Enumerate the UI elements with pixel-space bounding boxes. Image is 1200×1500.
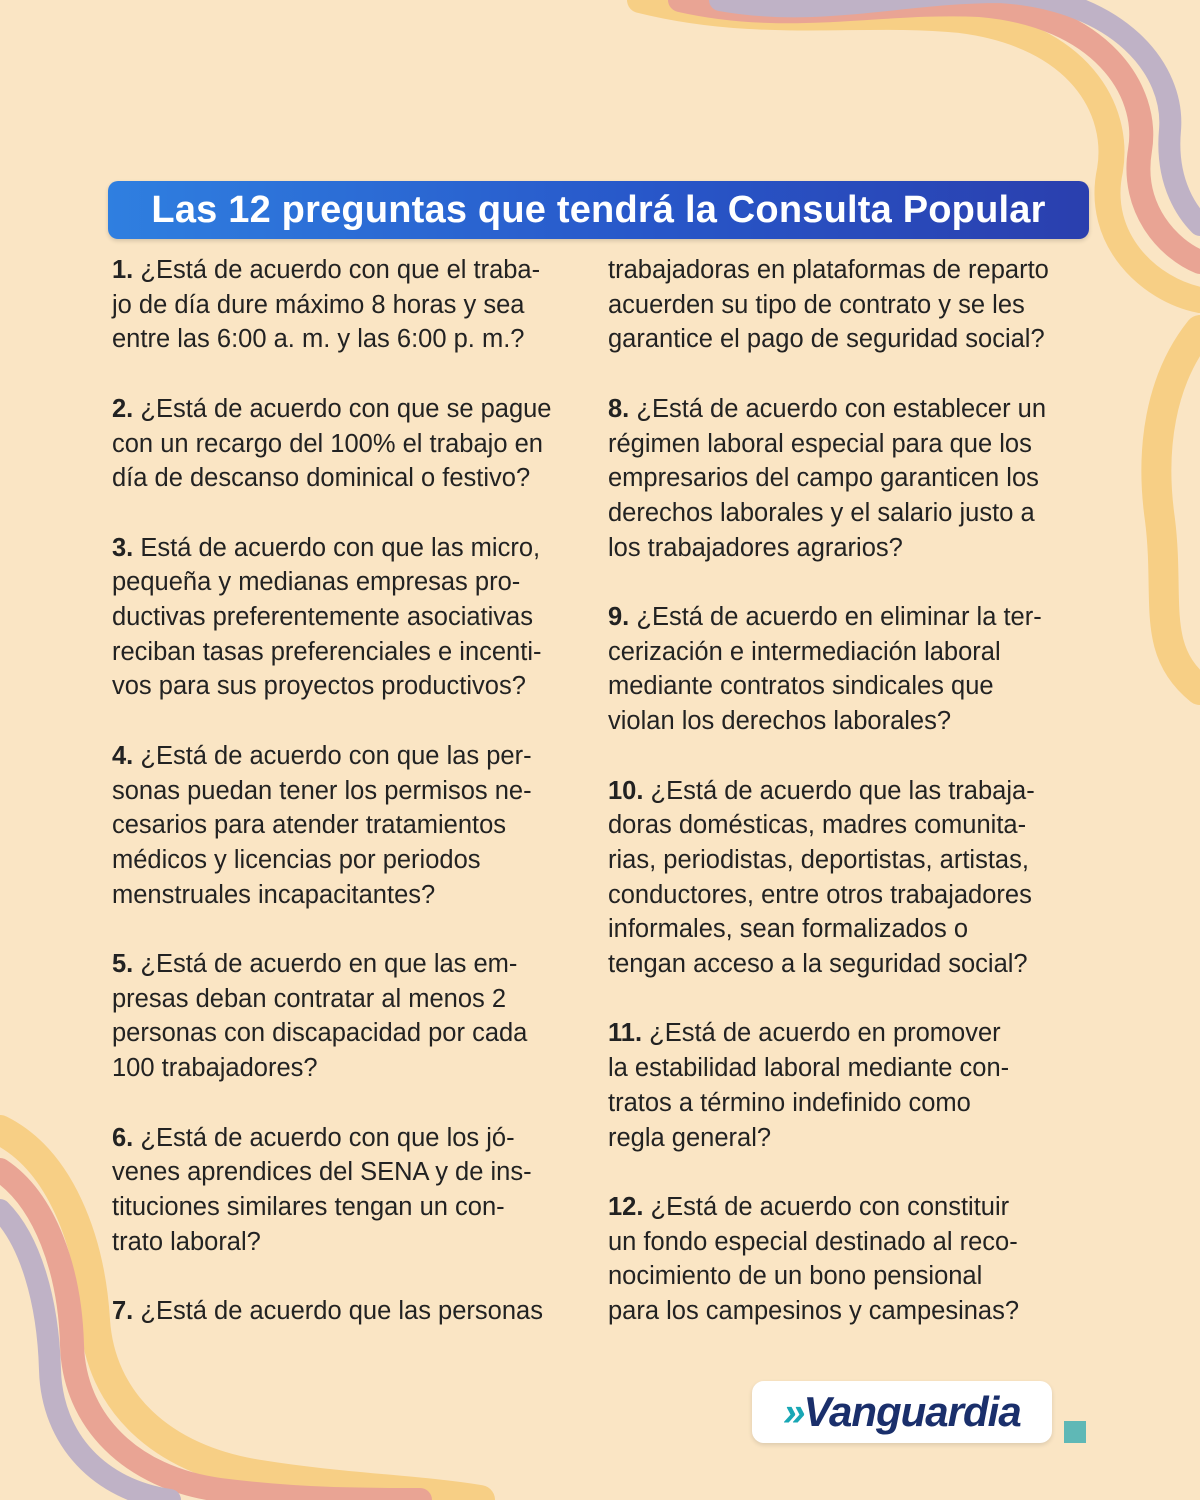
question-text: para los campesinos y campesinas? <box>608 1297 1020 1326</box>
question-text: cerización e intermediación laboral <box>608 637 1001 666</box>
logo-text: Vanguardia <box>803 1388 1021 1435</box>
question-item <box>112 392 590 496</box>
question-text: ¿Está de acuerdo con que las per- <box>133 741 532 770</box>
question-number: 11. <box>608 1019 643 1048</box>
question-item <box>112 739 590 913</box>
question-text: ductivas preferentemente asociativas <box>112 603 533 631</box>
logo-accent-square <box>1064 1421 1086 1443</box>
question-item <box>112 1294 590 1329</box>
question-line <box>608 635 1086 670</box>
question-text: garantice el pago de seguridad social? <box>608 325 1045 354</box>
question-line <box>608 669 1086 704</box>
question-line <box>112 531 590 566</box>
question-text: personas con discapacidad por cada <box>112 1019 528 1048</box>
question-line <box>608 912 1086 947</box>
question-text: ¿Está de acuerdo en promover <box>642 1019 1001 1048</box>
question-line <box>112 461 590 496</box>
question-line <box>608 496 1086 531</box>
question-text: mediante contratos sindicales que <box>608 672 994 701</box>
question-text: ¿Está de acuerdo que las personas <box>133 1297 543 1325</box>
question-line <box>608 600 1086 635</box>
question-text: trabajadoras en plataformas de reparto <box>608 256 1049 284</box>
question-text: ¿Está de acuerdo con constituir <box>643 1192 1010 1221</box>
question-number: 12. <box>608 1192 644 1221</box>
question-text: ¿Está de acuerdo que las trabaja- <box>643 776 1035 805</box>
question-text: regla general? <box>608 1123 772 1152</box>
question-item <box>608 1190 1086 1329</box>
question-text: con un recargo del 100% el trabajo en <box>112 429 543 458</box>
question-text: conductores, entre otros trabajadores <box>608 880 1032 909</box>
question-line <box>608 288 1086 323</box>
question-line <box>112 669 590 704</box>
question-line <box>112 1051 590 1086</box>
question-item <box>112 531 590 705</box>
question-line <box>112 843 590 878</box>
question-item <box>112 947 590 1086</box>
question-number: 3. <box>112 533 134 562</box>
question-line <box>608 843 1086 878</box>
question-line <box>608 1294 1086 1329</box>
question-line <box>608 322 1086 357</box>
question-text: médicos y licencias por periodos <box>112 845 481 874</box>
question-text: nocimiento de un bono pensional <box>608 1262 983 1291</box>
question-text: venes aprendices del SENA y de ins- <box>112 1158 532 1187</box>
question-line <box>608 392 1086 427</box>
question-text: acuerden su tipo de contrato y se les <box>608 290 1025 319</box>
question-text: presas deban contratar al menos 2 <box>112 984 507 1013</box>
question-line <box>608 1259 1086 1294</box>
question-text: reciban tasas preferenciales e incenti- <box>112 637 542 666</box>
question-number: 7. <box>112 1297 134 1325</box>
title-banner <box>108 181 1089 239</box>
question-text: ¿Está de acuerdo con que el traba- <box>133 256 541 284</box>
question-line <box>608 1190 1086 1225</box>
question-line <box>608 1051 1086 1086</box>
question-text: vos para sus proyectos productivos? <box>112 672 526 701</box>
question-text: doras domésticas, madres comunita- <box>608 811 1027 840</box>
question-text: rias, periodistas, deportistas, artistas, <box>608 845 1029 874</box>
question-line <box>112 565 590 600</box>
question-line <box>112 1190 590 1225</box>
question-text: tratos a término indefinido como <box>608 1088 971 1117</box>
question-text: violan los derechos laborales? <box>608 707 952 736</box>
question-line <box>112 1016 590 1051</box>
question-text: ¿Está de acuerdo con que se pague <box>133 394 552 423</box>
question-line <box>112 982 590 1017</box>
question-text: pequeña y medianas empresas pro- <box>112 568 521 597</box>
question-line <box>112 1121 590 1156</box>
question-line <box>608 1086 1086 1121</box>
question-text: trato laboral? <box>112 1227 261 1256</box>
question-line <box>112 288 590 323</box>
question-text: Está de acuerdo con que las micro, <box>133 533 541 562</box>
question-text: menstruales incapacitantes? <box>112 880 436 909</box>
question-line <box>112 947 590 982</box>
question-text: ¿Está de acuerdo en que las em- <box>133 950 518 978</box>
question-item <box>608 253 1086 357</box>
question-line <box>608 1016 1086 1051</box>
question-text: 100 trabajadores? <box>112 1054 318 1083</box>
question-item <box>112 253 590 357</box>
question-number: 8. <box>608 394 630 423</box>
question-text: los trabajadores agrarios? <box>608 533 903 562</box>
questions-right-column <box>608 253 1086 1363</box>
question-text: tituciones similares tengan un con- <box>112 1192 505 1221</box>
question-text: informales, sean formalizados o <box>608 915 969 944</box>
question-number: 4. <box>112 741 134 770</box>
vanguardia-logo <box>752 1381 1052 1443</box>
question-number: 6. <box>112 1123 134 1152</box>
question-text: derechos laborales y el salario justo a <box>608 498 1035 527</box>
question-line <box>112 600 590 635</box>
question-number: 10. <box>608 776 644 805</box>
question-text: la estabilidad laboral mediante con- <box>608 1054 1010 1083</box>
question-item <box>608 392 1086 566</box>
question-number: 2. <box>112 394 134 423</box>
question-line <box>112 392 590 427</box>
question-line <box>608 427 1086 462</box>
question-line <box>608 531 1086 566</box>
question-item <box>608 1016 1086 1155</box>
question-number: 9. <box>608 603 630 631</box>
question-line <box>112 774 590 809</box>
question-item <box>608 600 1086 739</box>
question-line <box>608 774 1086 809</box>
question-line <box>608 461 1086 496</box>
question-line <box>112 739 590 774</box>
page-title: Las 12 preguntas que tendrá la Consulta Popular <box>151 188 1046 231</box>
questions-left-column <box>112 253 590 1363</box>
question-text: ¿Está de acuerdo con que los jó- <box>133 1123 515 1152</box>
question-line <box>112 1155 590 1190</box>
question-line <box>112 427 590 462</box>
question-line <box>112 1225 590 1260</box>
question-text: sonas puedan tener los permisos ne- <box>112 776 532 805</box>
question-item <box>112 1121 590 1260</box>
question-line <box>608 704 1086 739</box>
question-text: un fondo especial destinado al reco- <box>608 1227 1018 1256</box>
question-number: 5. <box>112 950 134 978</box>
question-text: entre las 6:00 a. m. y las 6:00 p. m.? <box>112 325 525 354</box>
question-text: tengan acceso a la seguridad social? <box>608 950 1028 979</box>
question-text: régimen laboral especial para que los <box>608 429 1032 458</box>
question-text: día de descanso dominical o festivo? <box>112 464 531 493</box>
logo-chevron-icon: » <box>783 1389 800 1434</box>
question-line <box>112 253 590 288</box>
question-line <box>608 1121 1086 1156</box>
question-text: ¿Está de acuerdo con establecer un <box>629 394 1047 423</box>
question-item <box>608 774 1086 982</box>
question-line <box>112 808 590 843</box>
question-line <box>608 878 1086 913</box>
question-line <box>608 947 1086 982</box>
question-number: 1. <box>112 256 134 284</box>
question-text: jo de día dure máximo 8 horas y sea <box>112 290 525 319</box>
question-line <box>112 878 590 913</box>
question-line <box>112 1294 590 1329</box>
question-line <box>608 1225 1086 1260</box>
question-line <box>112 635 590 670</box>
question-text: cesarios para atender tratamientos <box>112 811 507 840</box>
question-line <box>608 808 1086 843</box>
question-text: ¿Está de acuerdo en eliminar la ter- <box>629 603 1042 631</box>
question-line <box>112 322 590 357</box>
question-text: empresarios del campo garanticen los <box>608 464 1039 493</box>
question-line <box>608 253 1086 288</box>
